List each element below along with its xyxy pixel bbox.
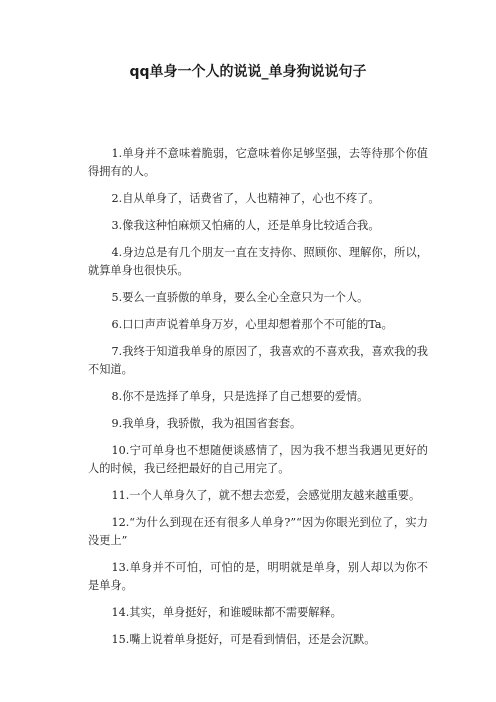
document-body xyxy=(88,145,428,658)
paragraph: 8.你不是选择了单身，只是选择了自己想要的爱情。 xyxy=(111,390,369,403)
paragraph: 6.口口声声说着单身万岁，心里却想着那个不可能的Ta。 xyxy=(111,318,393,331)
paragraph: 4.身边总是有几个朋友一直在支持你、照顾你、理解你，所以，就算单身也很快乐。 xyxy=(88,246,428,277)
paragraph: 1.单身并不意味着脆弱，它意味着你足够坚强，去等待那个你值得拥有的人。 xyxy=(88,147,428,178)
paragraph: 9.我单身，我骄傲，我为祖国省套套。 xyxy=(111,417,302,430)
paragraph: 15.嘴上说着单身挺好，可是看到情侣，还是会沉默。 xyxy=(111,633,376,646)
paragraph: 7.我终于知道我单身的原因了，我喜欢的不喜欢我，喜欢我的我不知道。 xyxy=(88,345,428,376)
paragraph: 2.自从单身了，话费省了，人也精神了，心也不疼了。 xyxy=(111,192,380,205)
paragraph: 3.像我这种怕麻烦又怕痛的人，还是单身比较适合我。 xyxy=(111,219,380,232)
paragraph: 11.一个人单身久了，就不想去恋爱，会感觉朋友越来越重要。 xyxy=(111,489,421,502)
paragraph: 5.要么一直骄傲的单身，要么全心全意只为一个人。 xyxy=(111,291,369,304)
paragraph: 10.宁可单身也不想随便谈感情了，因为我不想当我遇见更好的人的时候，我已经把最好的自己用完了。 xyxy=(88,444,428,475)
paragraph: 12.“为什么到现在还有很多人单身?”“因为你眼光到位了，实力没更上” xyxy=(88,516,428,547)
document-title: qq单身一个人的说说_单身狗说说句子 xyxy=(129,64,367,80)
paragraph: 14.其实，单身挺好，和谁暧昧都不需要解释。 xyxy=(111,606,342,619)
paragraph: 13.单身并不可怕，可怕的是，明明就是单身，别人却以为你不是单身。 xyxy=(88,561,428,592)
